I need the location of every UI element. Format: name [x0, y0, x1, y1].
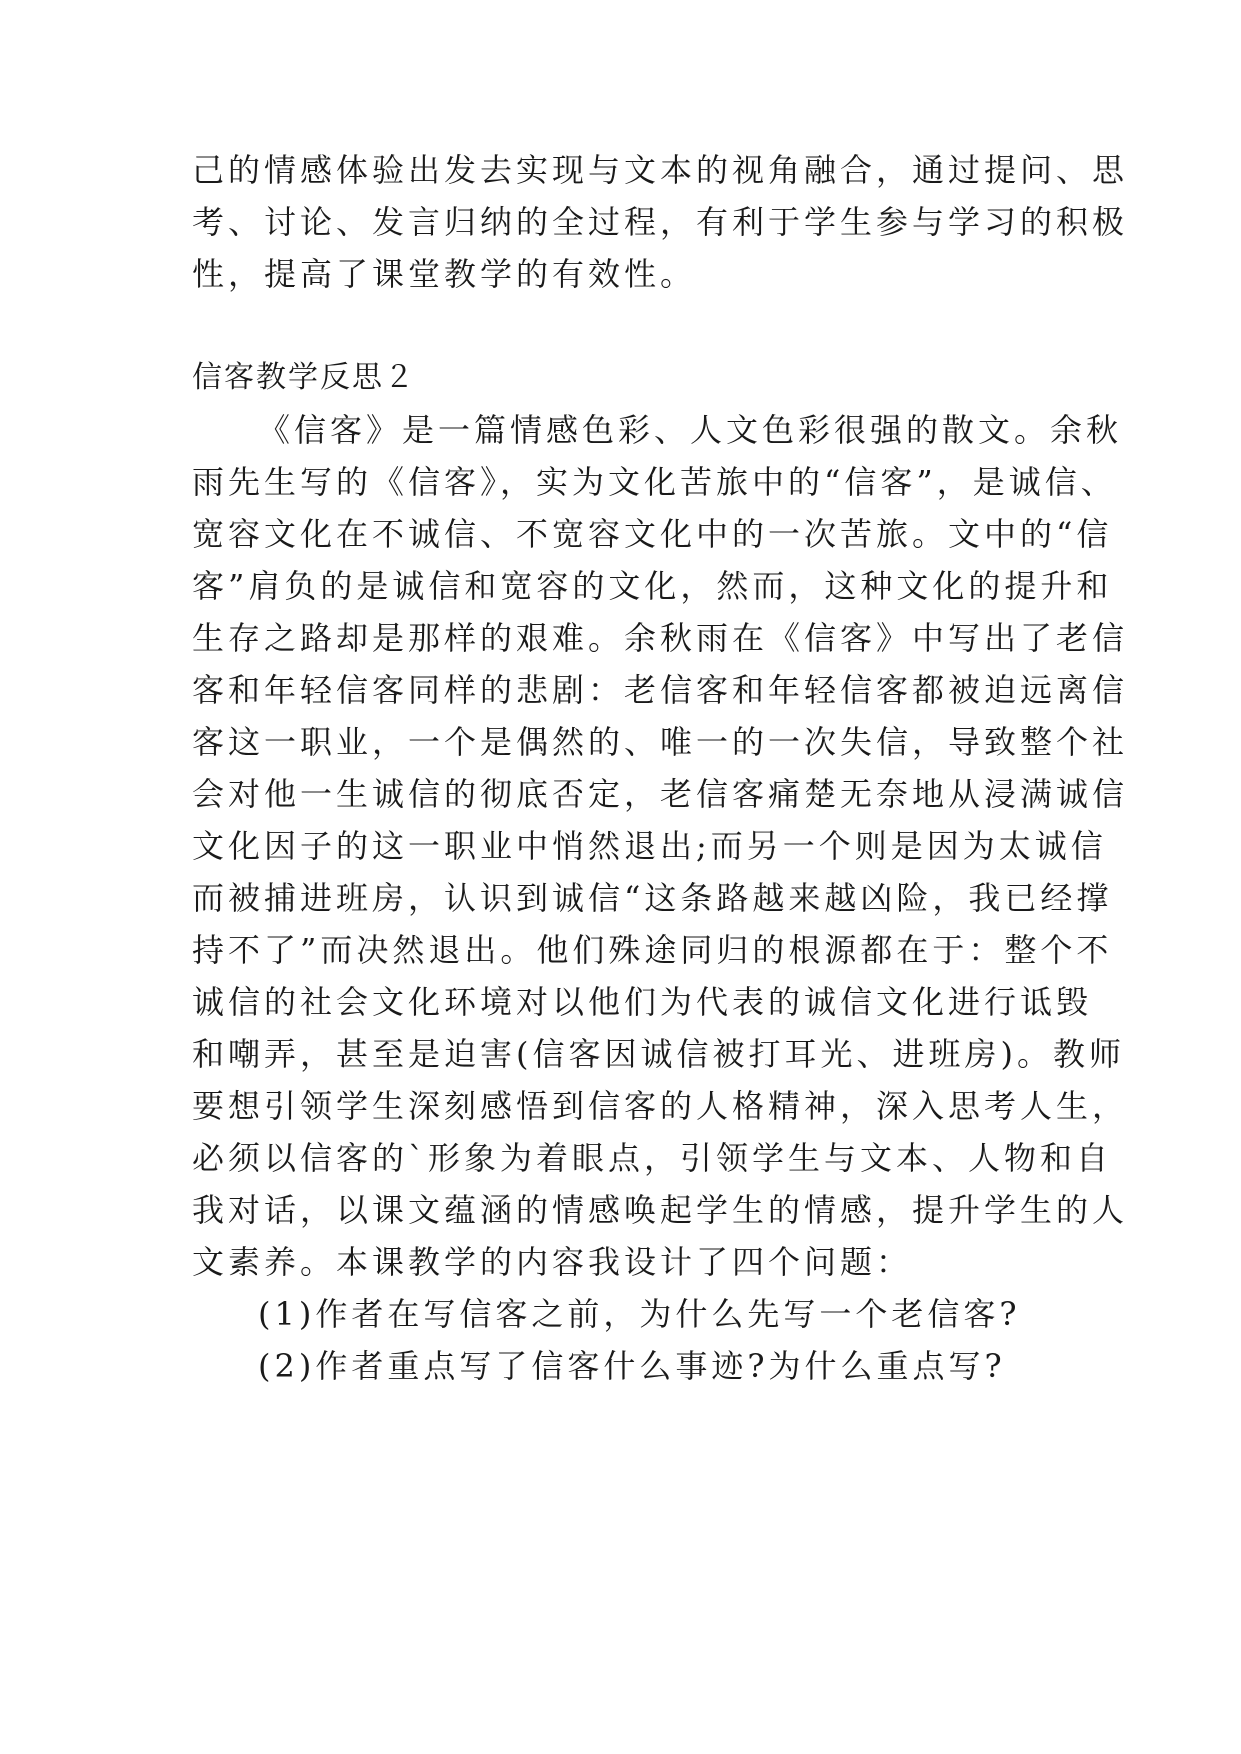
paragraph-line: 生存之路却是那样的艰难。余秋雨在《信客》中写出了老信 — [192, 619, 1129, 657]
intro-line: 己的情感体验出发去实现与文本的视角融合，通过提问、思 — [192, 151, 1129, 189]
question-item: (2)作者重点写了信客什么事迹?为什么重点写? — [258, 1347, 1006, 1385]
paragraph-line: 文素养。本课教学的内容我设计了四个问题： — [192, 1243, 913, 1281]
intro-line: 性，提高了课堂教学的有效性。 — [192, 255, 697, 293]
paragraph-line: 我对话，以课文蕴涵的情感唤起学生的情感，提升学生的人 — [192, 1191, 1129, 1229]
paragraph-line: 诚信的社会文化环境对以他们为代表的诚信文化进行诋毁 — [192, 983, 1093, 1021]
paragraph-line: 《信客》是一篇情感色彩、人文色彩很强的散文。余秋 — [258, 411, 1123, 449]
paragraph-line: 而被捕进班房，认识到诚信“这条路越来越凶险，我已经撑 — [192, 879, 1113, 917]
paragraph-line: 和嘲弄，甚至是迫害(信客因诚信被打耳光、进班房)。教师 — [192, 1035, 1125, 1073]
paragraph-line: 客和年轻信客同样的悲剧：老信客和年轻信客都被迫远离信 — [192, 671, 1129, 709]
paragraph-line: 必须以信客的`形象为着眼点，引领学生与文本、人物和自 — [192, 1139, 1113, 1177]
paragraph-line: 会对他一生诚信的彻底否定，老信客痛楚无奈地从浸满诚信 — [192, 775, 1129, 813]
paragraph-line: 宽容文化在不诚信、不宽容文化中的一次苦旅。文中的“信 — [192, 515, 1113, 553]
question-item: (1)作者在写信客之前，为什么先写一个老信客? — [258, 1295, 1021, 1333]
intro-line: 考、讨论、发言归纳的全过程，有利于学生参与学习的积极 — [192, 203, 1129, 241]
paragraph-line: 客这一职业，一个是偶然的、唯一的一次失信，导致整个社 — [192, 723, 1129, 761]
paragraph-line: 客”肩负的是诚信和宽容的文化，然而，这种文化的提升和 — [192, 567, 1113, 605]
paragraph-line: 要想引领学生深刻感悟到信客的人格精神，深入思考人生， — [192, 1087, 1129, 1125]
section-title: 信客教学反思２ — [192, 360, 416, 395]
paragraph-line: 文化因子的这一职业中悄然退出;而另一个则是因为太诚信 — [192, 827, 1107, 865]
paragraph-line: 持不了”而决然退出。他们殊途同归的根源都在于：整个不 — [192, 931, 1113, 969]
paragraph-line: 雨先生写的《信客》，实为文化苦旅中的“信客”，是诚信、 — [192, 463, 1117, 501]
